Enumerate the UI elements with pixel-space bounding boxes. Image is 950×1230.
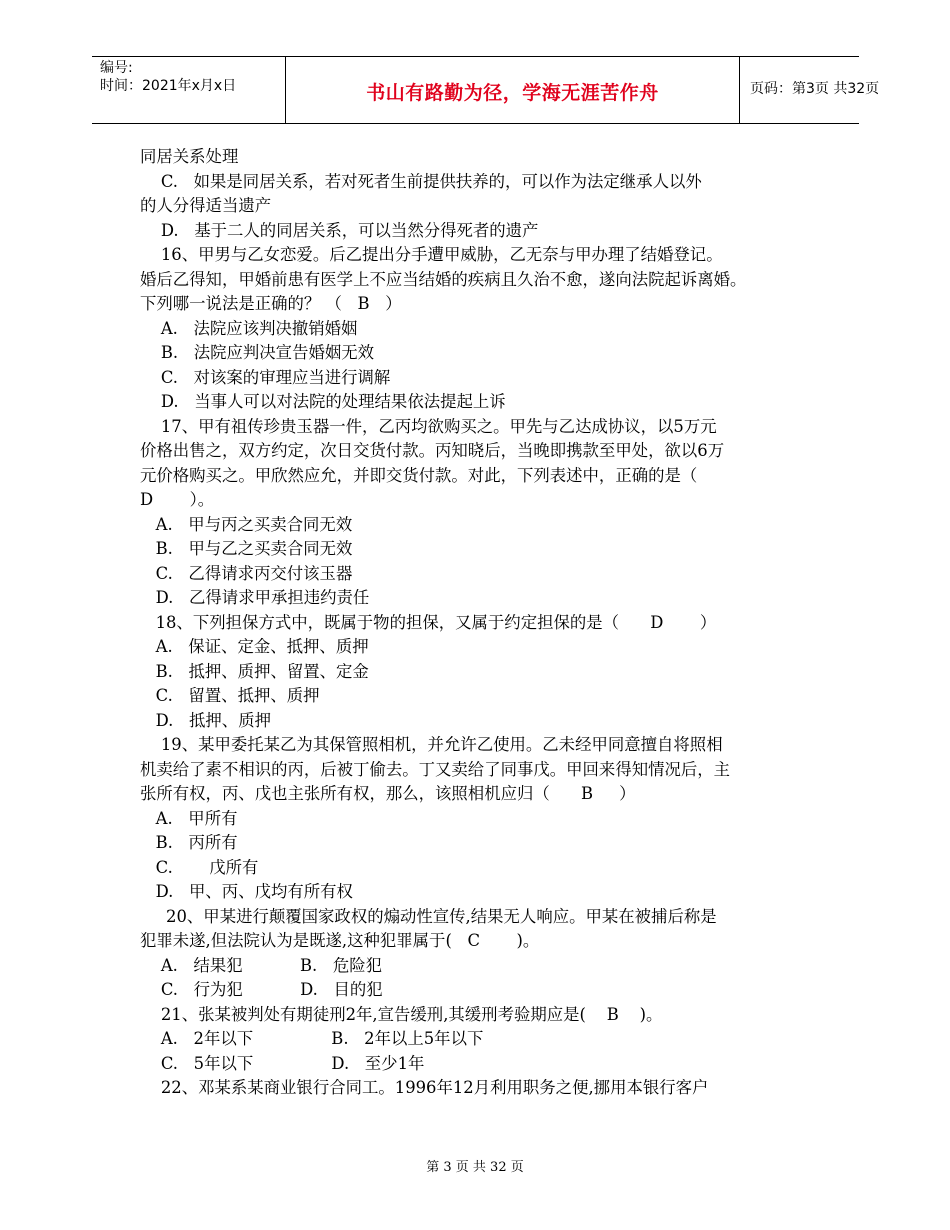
text-line: 20、甲某进行颠覆国家政权的煽动性宣传,结果无人响应。甲某在被捕后称是 bbox=[140, 906, 717, 926]
header-page-number: 页码：第3页 共32页 bbox=[750, 81, 880, 97]
text-line: 16、甲男与乙女恋爱。后乙提出分手遭甲威胁，乙无奈与甲办理了结婚登记。 bbox=[140, 245, 723, 264]
text-line: D. 抵押、质押 bbox=[140, 710, 271, 730]
text-line: B. 抵押、质押、留置、定金 bbox=[140, 661, 369, 681]
text-line: B. 法院应判决宣告婚姻无效 bbox=[140, 343, 375, 362]
text-line: D. 甲、丙、戊均有所有权 bbox=[140, 882, 353, 901]
text-line: 犯罪未遂,但法院认为是既遂,这种犯罪属于( C )。 bbox=[140, 931, 540, 950]
text-line: A. 保证、定金、抵押、质押 bbox=[140, 637, 369, 656]
header-motto: 书山有路勤为径，学海无涯苦作舟 bbox=[366, 82, 659, 104]
text-line: C. 对该案的审理应当进行调解 bbox=[140, 367, 391, 387]
text-line: A. 法院应该判决撤销婚姻 bbox=[140, 318, 358, 338]
doc-date-label: 时间：2021年x月x日 bbox=[100, 78, 237, 94]
text-line: C. 行为犯 D. 目的犯 bbox=[140, 980, 383, 999]
text-line: B. 丙所有 bbox=[140, 833, 238, 852]
text-line: 17、甲有祖传珍贵玉器一件，乙丙均欲购买之。甲先与乙达成协议，以5万元 bbox=[140, 416, 717, 436]
text-line: C. 戊所有 bbox=[140, 857, 259, 877]
text-line: 同居关系处理 bbox=[140, 147, 239, 166]
text-line: 下列哪一说法是正确的？ （ B ） bbox=[140, 294, 402, 313]
text-line: 机卖给了素不相识的丙，后被丁偷去。丁又卖给了同事戊。甲回来得知情况后，主 bbox=[140, 759, 731, 779]
text-line: 元价格购买之。甲欣然应允，并即交货付款。对此，下列表述中，正确的是（ bbox=[140, 465, 698, 485]
text-line: C. 乙得请求丙交付该玉器 bbox=[140, 563, 353, 583]
text-line: 婚后乙得知，甲婚前患有医学上不应当结婚的疾病且久治不愈，遂向法院起诉离婚。 bbox=[140, 269, 747, 289]
text-line: 的人分得适当遗产 bbox=[140, 196, 272, 215]
text-line: A. 甲与丙之买卖合同无效 bbox=[140, 514, 353, 534]
page-footer: 第 3 页 共 32 页 bbox=[426, 1160, 524, 1175]
header-motto-cell bbox=[285, 57, 740, 123]
text-line: C. 留置、抵押、质押 bbox=[140, 686, 320, 705]
page-header bbox=[92, 56, 880, 124]
text-line: D. 乙得请求甲承担违约责任 bbox=[140, 588, 370, 607]
text-line: D ）。 bbox=[140, 490, 215, 509]
text-line: 21、张某被判处有期徒刑2年,宣告缓刑,其缓刑考验期应是( B )。 bbox=[140, 1004, 663, 1024]
text-line: D. 基于二人的同居关系，可以当然分得死者的遗产 bbox=[140, 220, 539, 240]
text-line: D. 当事人可以对法院的处理结果依法提起上诉 bbox=[140, 392, 506, 411]
header-meta bbox=[92, 57, 285, 123]
header-page-cell bbox=[740, 57, 880, 123]
text-line: 张所有权，丙、戊也主张所有权，那么，该照相机应归（ B ） bbox=[140, 784, 636, 803]
text-line: A. 甲所有 bbox=[140, 808, 238, 828]
text-line: 22、邓某系某商业银行合同工。1996年12月利用职务之便,挪用本银行客户 bbox=[140, 1078, 709, 1097]
text-line: 价格出售之，双方约定，次日交货付款。丙知晓后，当晚即携款至甲处，欲以6万 bbox=[140, 441, 725, 460]
text-line: A. 2年以下 B. 2年以上5年以下 bbox=[140, 1029, 484, 1048]
text-line: 18、下列担保方式中，既属于物的担保，又属于约定担保的是（ D ） bbox=[140, 612, 717, 632]
text-line: 19、某甲委托某乙为其保管照相机，并允许乙使用。乙未经甲同意擅自将照相 bbox=[140, 735, 723, 754]
text-line: C. 5年以下 D. 至少1年 bbox=[140, 1053, 425, 1073]
doc-code-label: 编号: bbox=[100, 60, 133, 76]
document-body bbox=[140, 145, 830, 1101]
text-line: C. 如果是同居关系，若对死者生前提供扶养的，可以作为法定继承人以外 bbox=[140, 171, 702, 191]
text-line: B. 甲与乙之买卖合同无效 bbox=[140, 539, 353, 558]
text-line: A. 结果犯 B. 危险犯 bbox=[140, 955, 383, 975]
